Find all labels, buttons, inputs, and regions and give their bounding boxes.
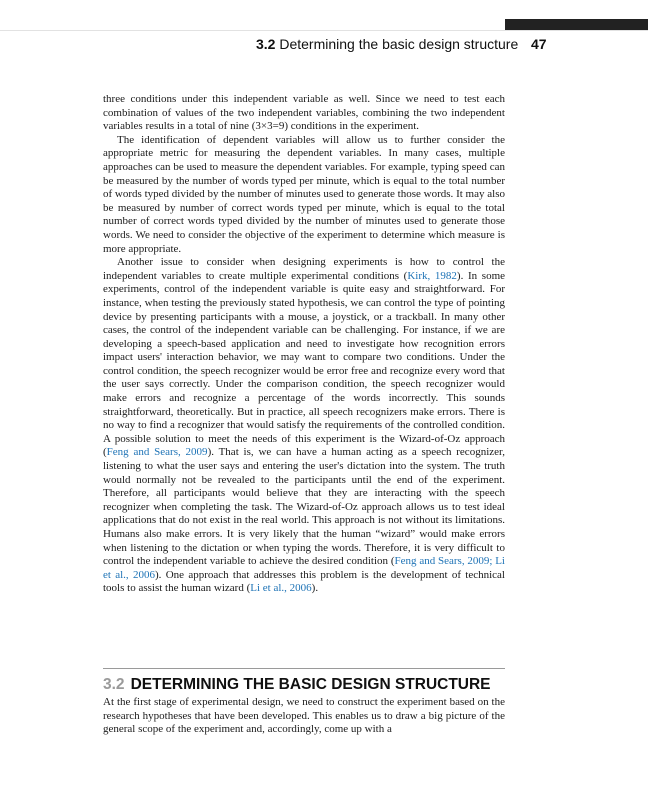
paragraph: The identification of dependent variables will allow us to further consider the appropriate metric for measuring the dependent variables. In many cases, multiple approaches can be used to measure the dependent variables. For example, typing speed can be measured by the number of words typed per minute, which is equal to the total number of words typed divided by the number of minutes used to generate those words. It may also be measured by number of correct words typed per minute, which is equal to the total number of correct words typed divided by the number of minutes used to generate those words. We need to consider the objective of the experiment to determine which measure is more appropriate. — [103, 133, 505, 255]
paragraph: three conditions under this independent variable as well. Since we need to test each combination of values of the two independent variables, combining the two independent variables results in a total of nine (3×3=9) conditions in the experiment. — [103, 93, 505, 133]
section-title: DETERMINING THE BASIC DESIGN STRUCTURE — [130, 676, 491, 693]
citation-link[interactable]: Kirk, 1982 — [407, 269, 457, 282]
citation-link[interactable]: Li et al., 2006 — [250, 582, 312, 595]
header-bar — [505, 19, 648, 30]
running-header — [256, 35, 518, 53]
paragraph-text: Another issue to consider when designing experiments is how to control the independent variables to create multiple experimental conditions ( — [103, 256, 505, 282]
paragraph-text: ). In some experiments, control of the independent variable is quite easy and straightforward. For instance, when testing the previously stated hypothesis, we can control the type of pointing device by presenting participants with a mouse, a joystick, or a trackball. In many other cases, the control of the independent variable can be challenging. For instance, if we are developing a speech-based application and need to investigate how recognition errors impact users' interaction behavior, we may want to compare two conditions. Under the control condition, the speech recognizer would be error free and recognize every word that the user says correctly. Under the comparison condition, the speech recognizer would make errors and recognize a percentage of the words incorrectly. This sounds straightforward, theoretically. But in practice, all speech recognizers make errors. There is no way to find a recognizer that would satisfy the requirements of the controlled condition. A possible solution to meet the needs of this experiment is the Wizard-of-Oz approach ( — [103, 269, 506, 459]
paragraph — [103, 256, 505, 596]
citation-link[interactable]: Feng and Sears, 2009; Li et al., 2006 — [103, 555, 505, 581]
paragraph-text: ). That is, we can have a human acting as a speech recognizer, listening to what the user says and entering the user's dictation into the system. The truth would normally not be revealed to the participants until the end of the experiment. Therefore, all participants would believe that they are interacting with the speech recognizer when completing the task. The Wizard-of-Oz approach allows us to test ideal applications that do not exist in the real world. This approach is not without its limitations. Humans also make errors. It is very likely that the human “wizard” would make errors when listening to the dictation or when typing the words. Therefore, it is very difficult to control the independent variable to achieve the desired condition ( — [103, 446, 505, 568]
section-divider — [103, 668, 505, 669]
header-rule — [0, 30, 648, 31]
running-header-section-number: 3.2 — [256, 36, 276, 52]
paragraph-text: ). — [311, 582, 319, 595]
body-text — [103, 93, 505, 596]
section-heading — [103, 675, 491, 695]
section-paragraph: At the first stage of experimental design, we need to construct the experiment based on the research hypotheses that have been developed. This enables us to draw a big picture of the general scope of the experiment and, accordingly, come up with a — [103, 696, 505, 736]
running-header-title: Determining the basic design structure — [279, 36, 519, 52]
citation-link[interactable]: Feng and Sears, 2009 — [106, 446, 208, 459]
section-number: 3.2 — [103, 676, 125, 693]
paragraph-text: ). One approach that addresses this problem is the development of technical tools to assist the human wizard ( — [103, 568, 505, 595]
page-number: 47 — [531, 36, 547, 52]
